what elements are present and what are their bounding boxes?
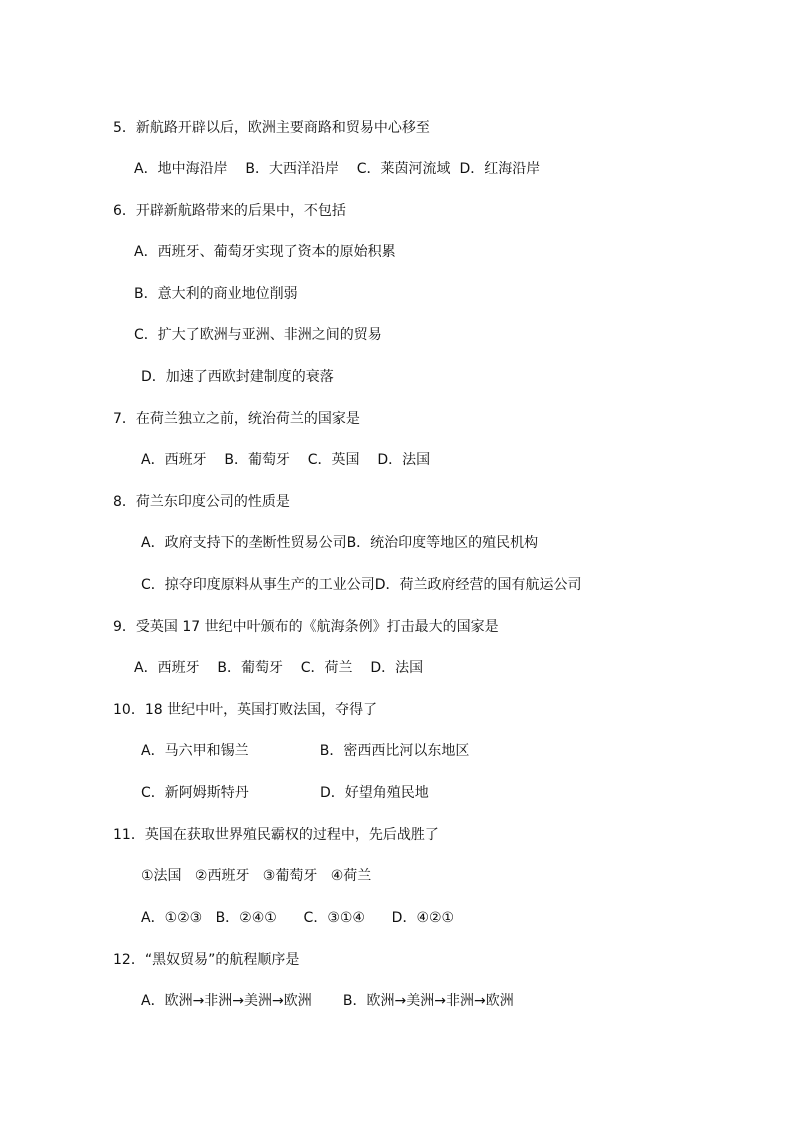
question-11-stem: 11．英国在获取世界殖民霸权的过程中，先后战胜了 (113, 827, 439, 843)
question-6-option-d: D．加速了西欧封建制度的衰落 (141, 369, 334, 385)
question-9-options: A．西班牙 B．葡萄牙 C．荷兰 D．法国 (134, 660, 424, 676)
question-8-stem: 8．荷兰东印度公司的性质是 (113, 494, 290, 510)
question-5-stem: 5．新航路开辟以后，欧洲主要商路和贸易中心移至 (113, 120, 430, 136)
question-11-items: ①法国 ②西班牙 ③葡萄牙 ④荷兰 (141, 868, 372, 884)
question-9-stem: 9．受英国 17 世纪中叶颁布的《航海条例》打击最大的国家是 (113, 619, 499, 635)
question-6-stem: 6．开辟新航路带来的后果中，不包括 (113, 203, 346, 219)
question-8-options-cd: C．掠夺印度原料从事生产的工业公司D．荷兰政府经营的国有航运公司 (141, 577, 582, 593)
question-7-stem: 7．在荷兰独立之前，统治荷兰的国家是 (113, 411, 360, 427)
question-7-options: A．西班牙 B．葡萄牙 C．英国 D．法国 (141, 452, 431, 468)
question-11-options: A．①②③ B．②④① C．③①④ D．④②① (141, 910, 455, 926)
question-10-stem: 10．18 世纪中叶，英国打败法国，夺得了 (113, 702, 378, 718)
question-10-options-cd: C．新阿姆斯特丹 D．好望角殖民地 (141, 785, 429, 801)
question-10-options-ab: A．马六甲和锡兰 B．密西西比河以东地区 (141, 743, 470, 759)
question-12-options: A．欧洲→非洲→美洲→欧洲 B．欧洲→美洲→非洲→欧洲 (141, 993, 514, 1009)
question-12-stem: 12．“黑奴贸易”的航程顺序是 (113, 952, 300, 968)
question-8-options-ab: A．政府支持下的垄断性贸易公司B．统治印度等地区的殖民机构 (141, 535, 539, 551)
question-6-option-c: C．扩大了欧洲与亚洲、非洲之间的贸易 (134, 327, 382, 343)
question-5-options: A．地中海沿岸 B．大西洋沿岸 C．莱茵河流域 D．红海沿岸 (134, 161, 541, 177)
question-6-option-b: B．意大利的商业地位削弱 (134, 286, 298, 302)
question-6-option-a: A．西班牙、葡萄牙实现了资本的原始积累 (134, 244, 396, 260)
